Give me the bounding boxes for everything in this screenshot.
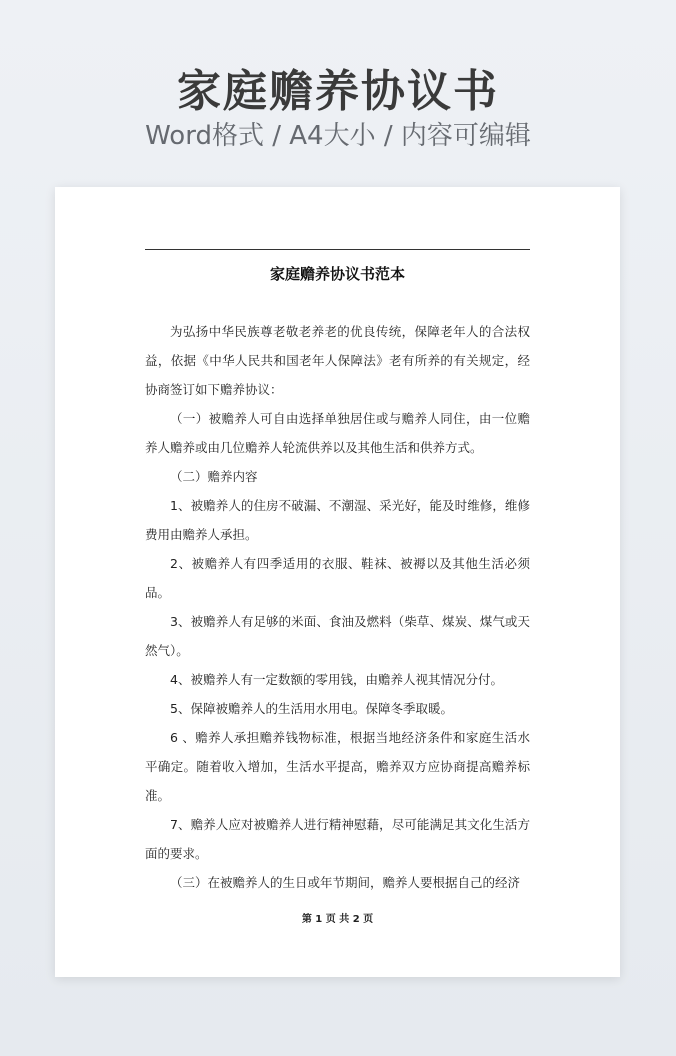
document-page — [55, 187, 620, 977]
paragraph: 7、赡养人应对被赡养人进行精神慰藉，尽可能满足其文化生活方面的要求。 — [145, 817, 530, 861]
page-subtitle: Word格式 / A4大小 / 内容可编辑 — [145, 121, 531, 151]
paragraph: （二）赡养内容 — [170, 469, 258, 484]
page-number: 第 1 页 共 2 页 — [301, 914, 374, 925]
paragraph: 5、保障被赡养人的生活用水用电。保障冬季取暖。 — [170, 701, 453, 716]
paragraph: 1、被赡养人的住房不破漏、不潮湿、采光好，能及时维修，维修费用由赡养人承担。 — [145, 498, 530, 542]
paragraph: （一）被赡养人可自由选择单独居住或与赡养人同住，由一位赡养人赡养或由几位赡养人轮流供养以及其他生活和供养方式。 — [145, 411, 530, 455]
paragraph: 4、被赡养人有一定数额的零用钱，由赡养人视其情况分付。 — [170, 672, 503, 687]
paragraph: 3、被赡养人有足够的米面、食油及燃料（柴草、煤炭、煤气或天然气）。 — [145, 614, 530, 658]
paragraph: （三）在被赡养人的生日或年节期间，赡养人要根据自己的经济 — [170, 875, 521, 890]
page-title: 家庭赡养协议书 — [177, 66, 499, 117]
paragraph: 6 、赡养人承担赡养钱物标准，根据当地经济条件和家庭生活水平确定。随着收入增加，生活水平提高，赡养双方应协商提高赡养标准。 — [145, 730, 530, 803]
document-body — [145, 317, 530, 897]
paragraph: 为弘扬中华民族尊老敬老养老的优良传统，保障老年人的合法权益，依据《中华人民共和国老年人保障法》老有所养的有关规定，经协商签订如下赡养协议： — [145, 324, 530, 397]
paragraph: 2、被赡养人有四季适用的衣服、鞋袜、被褥以及其他生活必须品。 — [145, 556, 530, 600]
header-rule — [145, 249, 530, 250]
document-title: 家庭赡养协议书范本 — [269, 265, 405, 283]
